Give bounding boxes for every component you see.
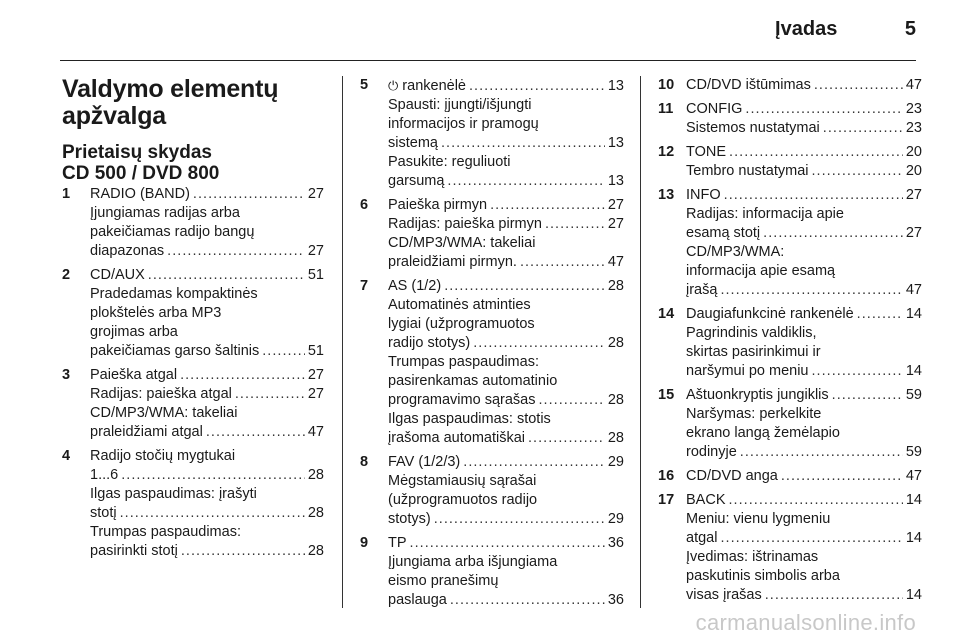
entry-text: Įjungiamas radijas arba (90, 205, 240, 221)
item-number: 17 (658, 492, 675, 508)
column-3 (658, 76, 922, 610)
toc-reference (388, 253, 624, 272)
page-reference: 20 (905, 163, 922, 179)
page-reference: 28 (307, 543, 324, 559)
entry-text: garsumą (388, 173, 445, 189)
entry-text: Įjungiama arba išjungiama (388, 554, 558, 570)
entry-text: rankenėlė (402, 78, 466, 94)
item-number: 16 (658, 468, 675, 484)
page-reference: 14 (905, 306, 922, 322)
list-item (62, 366, 324, 442)
item-number: 4 (62, 448, 71, 464)
entry-text: Paieška pirmyn (388, 197, 488, 213)
entry-text: Meniu: vienu lygmeniu (686, 511, 831, 527)
dot-leader (781, 467, 903, 486)
page-reference: 14 (905, 530, 922, 546)
section-heading: Valdymo elementų apžvalga (62, 75, 279, 130)
entry-text: INFO (686, 187, 721, 203)
list-item (658, 186, 922, 300)
entry-text: radijo stotys) (388, 335, 471, 351)
dot-leader (740, 443, 903, 462)
page-reference: 28 (607, 392, 624, 408)
list-item (658, 467, 922, 486)
column-2 (360, 76, 624, 615)
toc-reference (90, 242, 324, 261)
list-item (658, 76, 922, 95)
entry-text: rodinyje (686, 444, 737, 460)
entry-text: lygiai (užprogramuotos (388, 316, 535, 332)
toc-reference (686, 281, 922, 300)
item-number: 1 (62, 186, 71, 202)
page-reference: 23 (905, 101, 922, 117)
dot-leader (545, 215, 605, 234)
page-reference: 59 (905, 387, 922, 403)
list-item (62, 447, 324, 561)
toc-reference (388, 591, 624, 610)
toc-reference (686, 119, 922, 138)
dot-leader (729, 491, 903, 510)
entry-text: FAV (1/2/3) (388, 454, 461, 470)
dot-leader (538, 391, 604, 410)
entry-text: plokštelės arba MP3 (90, 305, 222, 321)
entry-text: stotį (90, 505, 117, 521)
list-item (658, 386, 922, 462)
entry-text: pasirenkamas automatinio (388, 373, 558, 389)
page-reference: 47 (905, 77, 922, 93)
dot-leader (444, 277, 605, 296)
dot-leader (857, 305, 903, 324)
page-reference: 28 (307, 467, 324, 483)
toc-reference (388, 534, 624, 553)
toc-reference (90, 423, 324, 442)
dot-leader (463, 453, 605, 472)
dot-leader (720, 529, 902, 548)
entry-text: AS (1/2) (388, 278, 442, 294)
dot-leader (763, 224, 903, 243)
dot-leader (745, 100, 902, 119)
entry-text: pakeičiamas radijo bangų (90, 224, 255, 240)
list-item (360, 76, 624, 191)
entry-text: Naršymas: perkelkite (686, 406, 822, 422)
entry-text: Pagrindinis valdiklis, (686, 325, 817, 341)
entry-text: eismo pranešimų (388, 573, 499, 589)
page-header (0, 18, 916, 41)
page-reference: 27 (307, 386, 324, 402)
page-reference: 20 (905, 144, 922, 160)
page-reference: 27 (607, 197, 624, 213)
dot-leader (447, 172, 604, 191)
dot-leader (121, 466, 305, 485)
dot-leader (180, 366, 305, 385)
entry-text: CONFIG (686, 101, 743, 117)
dot-leader (812, 162, 903, 181)
watermark: carmanualsonline.info (695, 610, 916, 635)
dot-leader (410, 534, 605, 553)
list-item (658, 491, 922, 605)
dot-leader (434, 510, 605, 529)
entry-text: informacija apie esamą (686, 263, 836, 279)
list-item (62, 185, 324, 261)
entry-text: Radijas: paieška pirmyn (388, 216, 542, 232)
entry-text: Tembro nustatymai (686, 163, 809, 179)
toc-reference (388, 172, 624, 191)
item-number: 13 (658, 187, 675, 203)
item-number: 2 (62, 267, 71, 283)
subsection-heading: Prietaisų skydas CD 500 / DVD 800 (62, 142, 220, 184)
entry-text: Radijas: informacija apie (686, 206, 844, 222)
entry-text: praleidžiami atgal (90, 424, 203, 440)
dot-leader (832, 386, 903, 405)
entry-text: Spausti: įjungti/išjungti (388, 97, 532, 113)
entry-text: Trumpas paspaudimas: (90, 524, 241, 540)
page-reference: 13 (607, 78, 624, 94)
toc-reference (686, 362, 922, 381)
toc-reference (388, 510, 624, 529)
dot-leader (520, 253, 605, 272)
entry-text: stotys) (388, 511, 431, 527)
toc-reference (90, 185, 324, 204)
entry-text: (užprogramuotos radijo (388, 492, 538, 508)
dot-leader (528, 429, 605, 448)
toc-reference (686, 443, 922, 462)
entry-text: paslauga (388, 592, 447, 608)
chapter-title: Įvadas (775, 18, 838, 40)
entry-text: BACK (686, 492, 726, 508)
page-reference: 27 (905, 225, 922, 241)
entry-text: Trumpas paspaudimas: (388, 354, 539, 370)
dot-leader (167, 242, 305, 261)
entry-text: atgal (686, 530, 718, 546)
item-number: 3 (62, 367, 71, 383)
entry-text: TP (388, 535, 407, 551)
list-item (360, 196, 624, 272)
toc-reference (90, 466, 324, 485)
entry-text: CD/DVD anga (686, 468, 778, 484)
page-reference: 27 (307, 186, 324, 202)
toc-reference (90, 266, 324, 285)
page-reference: 13 (607, 173, 624, 189)
item-number: 9 (360, 535, 369, 551)
item-number: 12 (658, 144, 675, 160)
page-reference: 28 (307, 505, 324, 521)
column-1 (62, 76, 324, 566)
toc-reference (90, 342, 324, 361)
toc-reference (90, 542, 324, 561)
column-divider (640, 76, 641, 608)
dot-leader (120, 504, 305, 523)
entry-text: visas įrašas (686, 587, 762, 603)
entry-text: Sistemos nustatymai (686, 120, 820, 136)
page-reference: 27 (905, 187, 922, 203)
page-reference: 36 (607, 535, 624, 551)
dot-leader (193, 185, 305, 204)
page-reference: 27 (607, 216, 624, 232)
toc-reference (388, 429, 624, 448)
item-number: 15 (658, 387, 675, 403)
dot-leader (490, 196, 605, 215)
entry-text: TONE (686, 144, 727, 160)
dot-leader (148, 266, 305, 285)
toc-reference (686, 586, 922, 605)
page-reference: 13 (607, 135, 624, 151)
dot-leader (812, 362, 903, 381)
list-item (360, 453, 624, 529)
entry-text: CD/MP3/WMA: takeliai (90, 405, 238, 421)
toc-reference (686, 224, 922, 243)
entry-text: pakeičiamas garso šaltinis (90, 343, 260, 359)
page-reference: 47 (307, 424, 324, 440)
list-item (658, 143, 922, 181)
entry-text: Ilgas paspaudimas: stotis (388, 411, 551, 427)
entry-text: CD/MP3/WMA: (686, 244, 785, 260)
list-item (360, 277, 624, 448)
entry-text: Ilgas paspaudimas: įrašyti (90, 486, 257, 502)
toc-reference (388, 134, 624, 153)
toc-reference (388, 277, 624, 296)
page-reference: 28 (607, 430, 624, 446)
item-number: 8 (360, 454, 369, 470)
entry-text: Radijas: paieška atgal (90, 386, 232, 402)
page-reference: 51 (307, 267, 324, 283)
entry-text: Automatinės atminties (388, 297, 531, 313)
dot-leader (765, 586, 903, 605)
page-reference: 27 (307, 243, 324, 259)
dot-leader (235, 385, 305, 404)
item-number: 6 (360, 197, 369, 213)
toc-reference (388, 76, 624, 96)
toc-reference (388, 215, 624, 234)
item-number: 7 (360, 278, 369, 294)
entry-text: Įvedimas: ištrinamas (686, 549, 819, 565)
dot-leader (469, 77, 605, 96)
entry-text: ekrano langą žemėlapio (686, 425, 840, 441)
entry-text: diapazonas (90, 243, 165, 259)
page-reference: 14 (905, 492, 922, 508)
entry-text: Radijo stočių mygtukai (90, 448, 236, 464)
toc-reference (686, 76, 922, 95)
entry-text: skirtas pasirinkimui ir (686, 344, 821, 360)
list-item (658, 100, 922, 138)
dot-leader (441, 134, 605, 153)
list-item (360, 534, 624, 610)
entry-text: Pradedamas kompaktinės (90, 286, 258, 302)
dot-leader (262, 342, 305, 361)
toc-reference (686, 386, 922, 405)
page-number: 5 (904, 18, 916, 40)
dot-leader (814, 76, 903, 95)
entry-text: CD/DVD ištūmimas (686, 77, 811, 93)
entry-text: naršymui po meniu (686, 363, 809, 379)
page-reference: 59 (905, 444, 922, 460)
toc-reference (686, 491, 922, 510)
toc-reference (686, 467, 922, 486)
entry-text: pasirinkti stotį (90, 543, 178, 559)
entry-text: 1...6 (90, 467, 119, 483)
entry-text: įrašoma automatiškai (388, 430, 525, 446)
toc-reference (388, 334, 624, 353)
toc-reference (90, 504, 324, 523)
toc-reference (686, 162, 922, 181)
item-number: 14 (658, 306, 675, 322)
page-reference: 28 (607, 335, 624, 351)
toc-reference (90, 366, 324, 385)
page-reference: 47 (607, 254, 624, 270)
list-item (658, 305, 922, 381)
toc-reference (388, 391, 624, 410)
toc-reference (686, 529, 922, 548)
page-reference: 36 (607, 592, 624, 608)
entry-text: įrašą (686, 282, 718, 298)
entry-text: Daugiafunkcinė rankenėlė (686, 306, 854, 322)
page-reference: 14 (905, 363, 922, 379)
entry-text: Aštuonkryptis jungiklis (686, 387, 829, 403)
page-reference: 47 (905, 468, 922, 484)
toc-reference (90, 385, 324, 404)
entry-text: sistemą (388, 135, 438, 151)
toc-reference (686, 143, 922, 162)
power-icon: ⏻ (388, 78, 399, 93)
entry-text: esamą stotį (686, 225, 761, 241)
entry-text: praleidžiami pirmyn. (388, 254, 517, 270)
item-number: 5 (360, 77, 369, 93)
page-reference: 23 (905, 120, 922, 136)
page-reference: 47 (905, 282, 922, 298)
page-reference: 29 (607, 454, 624, 470)
header-rule (60, 60, 916, 61)
page-reference: 29 (607, 511, 624, 527)
entry-text: CD/MP3/WMA: takeliai (388, 235, 536, 251)
item-number: 10 (658, 77, 675, 93)
entry-text: Mėgstamiausių sąrašai (388, 473, 537, 489)
entry-list (62, 185, 324, 561)
entry-text: Paieška atgal (90, 367, 178, 383)
toc-reference (388, 453, 624, 472)
page-reference: 51 (307, 343, 324, 359)
column-divider (342, 76, 343, 608)
toc-reference (686, 305, 922, 324)
entry-text: Pasukite: reguliuoti (388, 154, 511, 170)
toc-reference (686, 100, 922, 119)
dot-leader (206, 423, 305, 442)
dot-leader (729, 143, 903, 162)
entry-text: informacijos ir pramogų (388, 116, 539, 132)
entry-text: grojimas arba (90, 324, 178, 340)
entry-text: CD/AUX (90, 267, 145, 283)
list-item (62, 266, 324, 361)
dot-leader (823, 119, 903, 138)
toc-reference (388, 196, 624, 215)
item-number: 11 (658, 101, 674, 117)
entry-text: programavimo sąrašas (388, 392, 536, 408)
dot-leader (181, 542, 305, 561)
dot-leader (720, 281, 902, 300)
dot-leader (473, 334, 605, 353)
entry-text: paskutinis simbolis arba (686, 568, 840, 584)
page-reference: 27 (307, 367, 324, 383)
dot-leader (724, 186, 903, 205)
entry-text: RADIO (BAND) (90, 186, 190, 202)
page-reference: 28 (607, 278, 624, 294)
toc-reference (686, 186, 922, 205)
page-reference: 14 (905, 587, 922, 603)
dot-leader (450, 591, 605, 610)
